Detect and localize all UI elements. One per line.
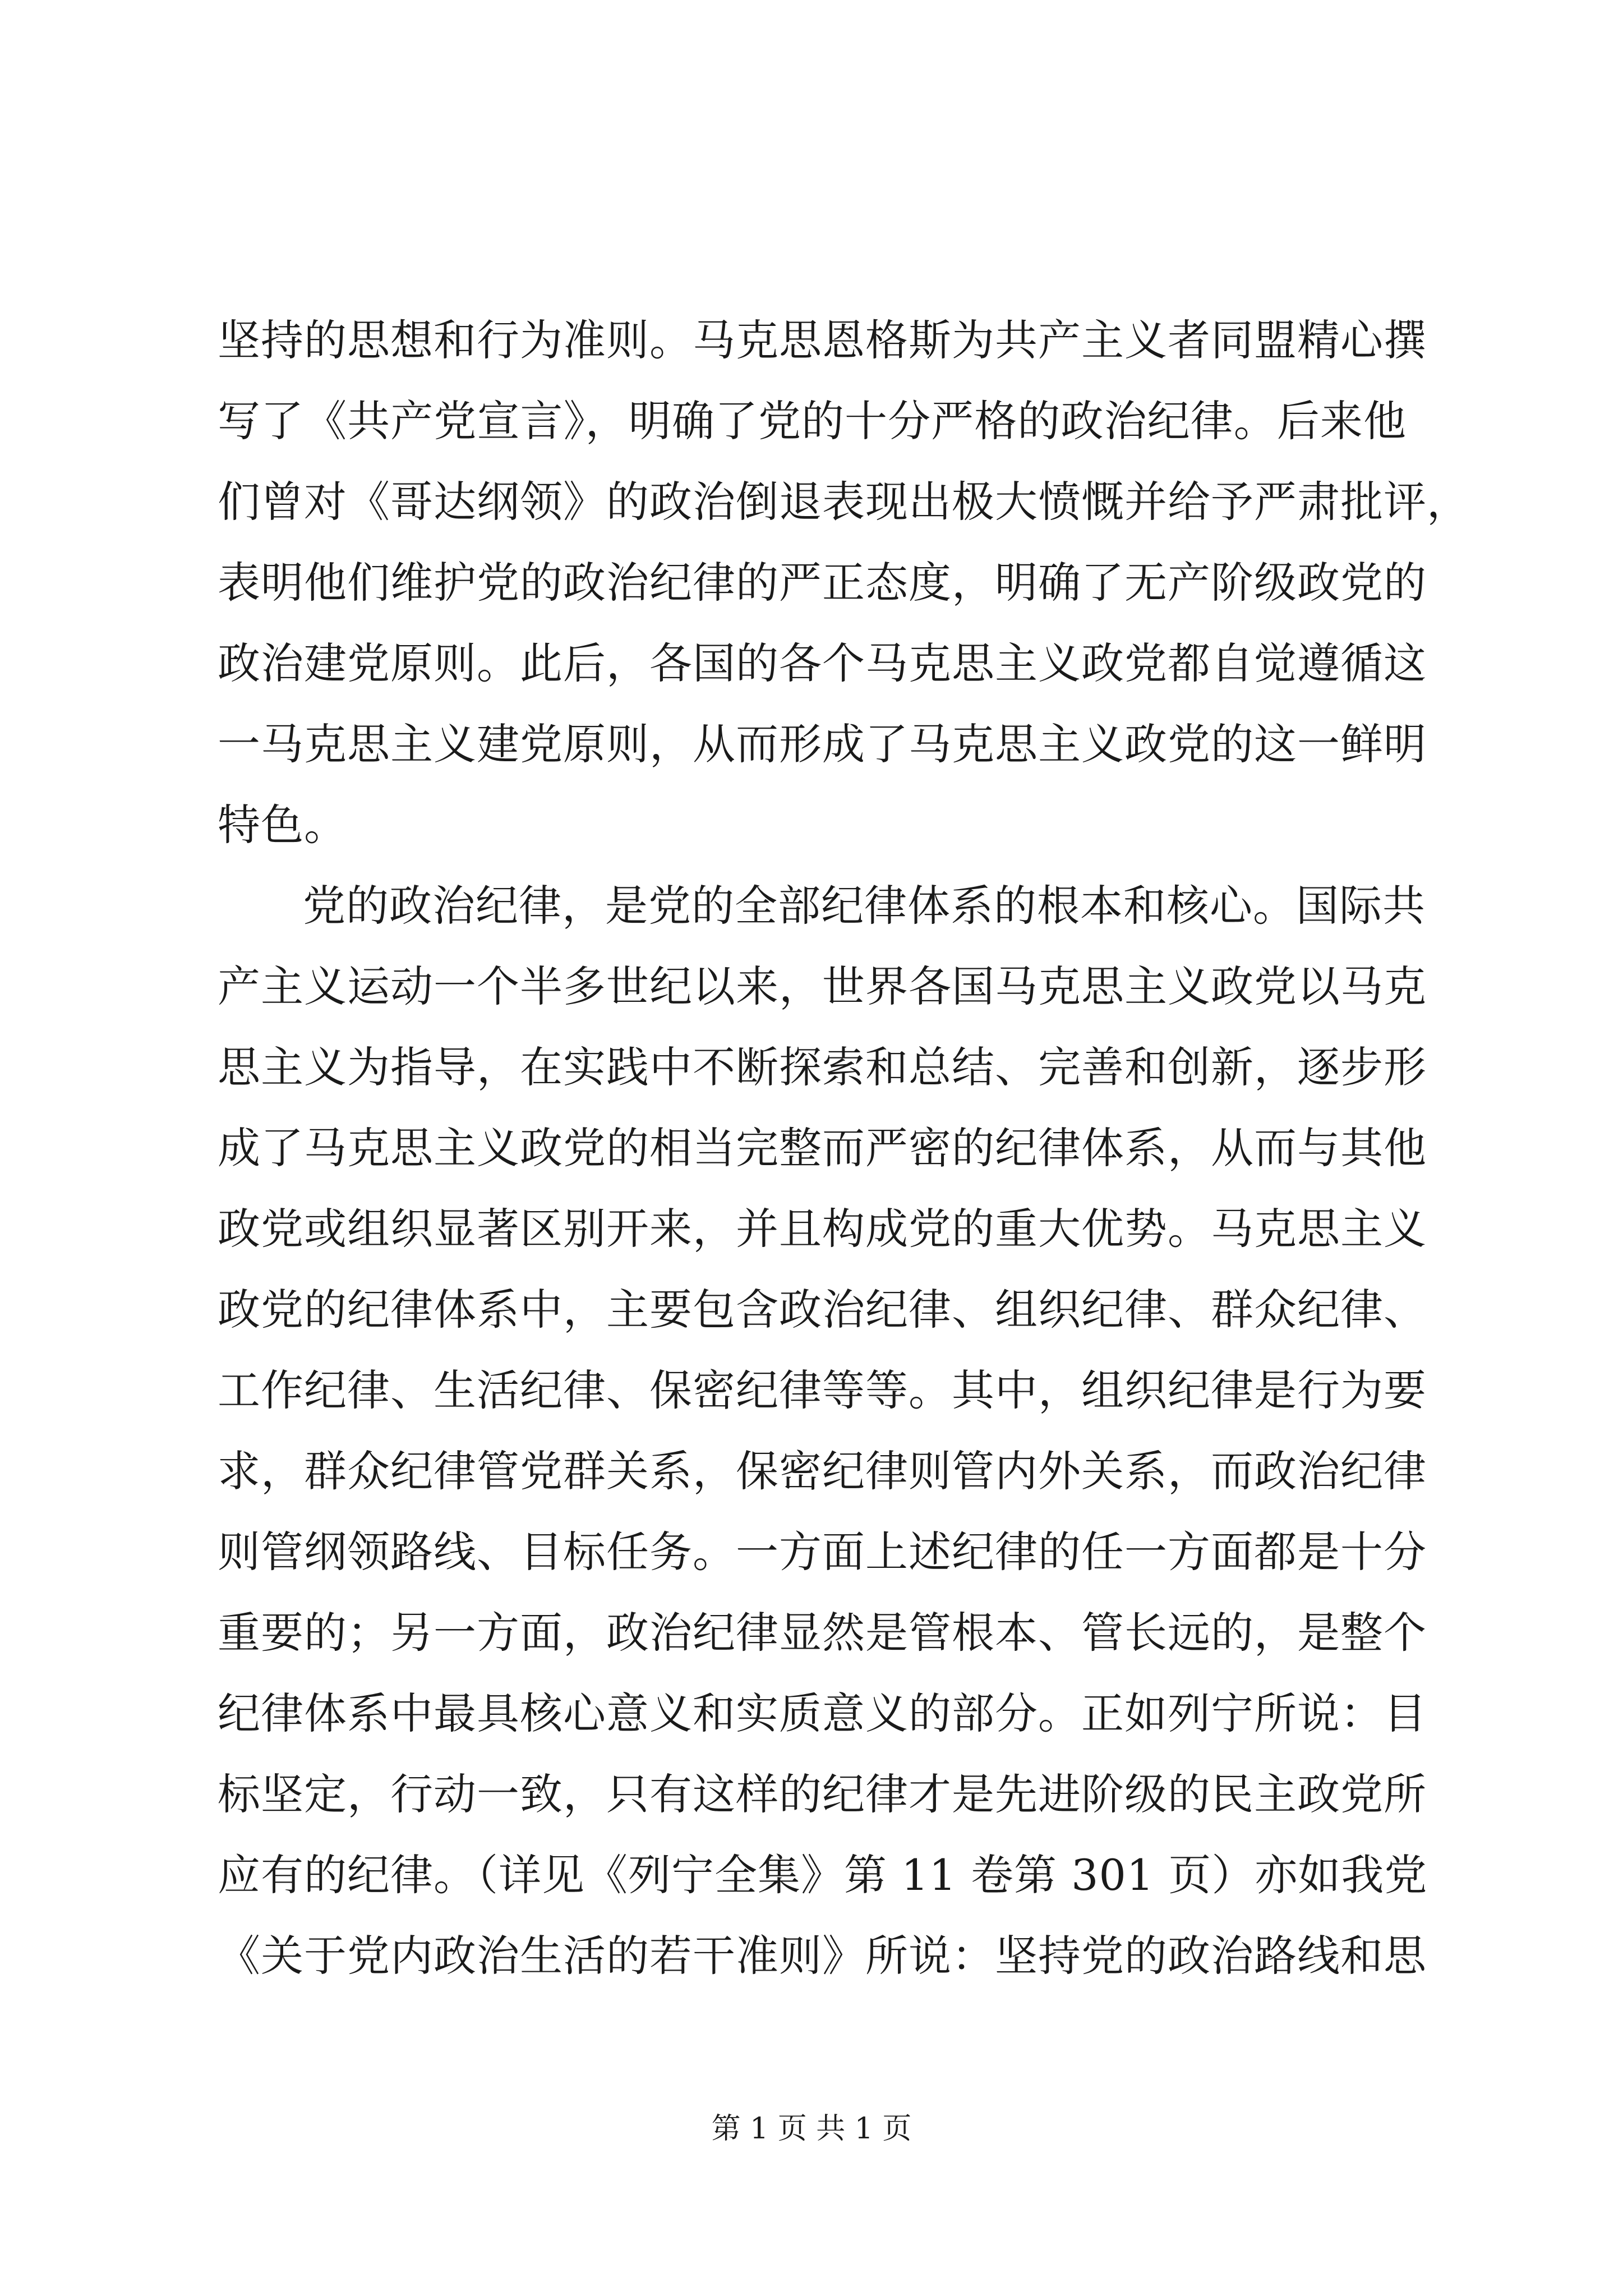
paragraph-first-line: 党的政治纪律，是党的全部纪律体系的根本和核心。国际共 <box>303 881 1426 931</box>
text-line: 工作纪律、生活纪律、保密纪律等等。其中，组织纪律是行为要 <box>218 1365 1427 1415</box>
text-line: 特色。 <box>218 800 347 850</box>
text-line: 《关于党内政治生活的若干准则》所说：坚持党的政治路线和思 <box>218 1931 1427 1981</box>
body-text <box>218 300 1470 1996</box>
text-line: 一马克思主义建党原则，从而形成了马克思主义政党的这一鲜明 <box>218 719 1427 769</box>
text-line: 坚持的思想和行为准则。马克思恩格斯为共产主义者同盟精心撰 <box>218 315 1427 365</box>
text-line: 重要的；另一方面，政治纪律显然是管根本、管长远的，是整个 <box>218 1608 1427 1658</box>
text-line: 求，群众纪律管党群关系，保密纪律则管内外关系，而政治纪律 <box>218 1446 1427 1496</box>
page-footer: 第 1 页 共 1 页 <box>711 2112 912 2146</box>
text-line: 思主义为指导，在实践中不断探索和总结、完善和创新，逐步形 <box>218 1042 1427 1092</box>
text-line: 政党或组织显著区别开来，并且构成党的重大优势。马克思主义 <box>218 1204 1427 1254</box>
text-line: 成了马克思主义政党的相当完整而严密的纪律体系，从而与其他 <box>218 1123 1427 1173</box>
text-line: 政党的纪律体系中，主要包含政治纪律、组织纪律、群众纪律、 <box>218 1285 1427 1335</box>
text-line: 写了《共产党宣言》，明确了党的十分严格的政治纪律。后来他 <box>218 396 1407 446</box>
text-line: 应有的纪律。（详见《列宁全集》第 11 卷第 301 页）亦如我党 <box>218 1850 1428 1900</box>
text-line: 政治建党原则。此后，各国的各个马克思主义政党都自觉遵循这 <box>218 638 1427 688</box>
text-line: 产主义运动一个半多世纪以来，世界各国马克思主义政党以马克 <box>218 961 1427 1011</box>
text-line: 表明他们维护党的政治纪律的严正态度，明确了无产阶级政党的 <box>218 558 1427 608</box>
text-line: 标坚定，行动一致，只有这样的纪律才是先进阶级的民主政党所 <box>218 1769 1427 1819</box>
text-line: 们曾对《哥达纲领》的政治倒退表现出极大愤慨并给予严肃批评， <box>218 477 1470 527</box>
text-line: 则管纲领路线、目标任务。一方面上述纪律的任一方面都是十分 <box>218 1527 1427 1577</box>
text-line: 纪律体系中最具核心意义和实质意义的部分。正如列宁所说：目 <box>218 1688 1427 1738</box>
